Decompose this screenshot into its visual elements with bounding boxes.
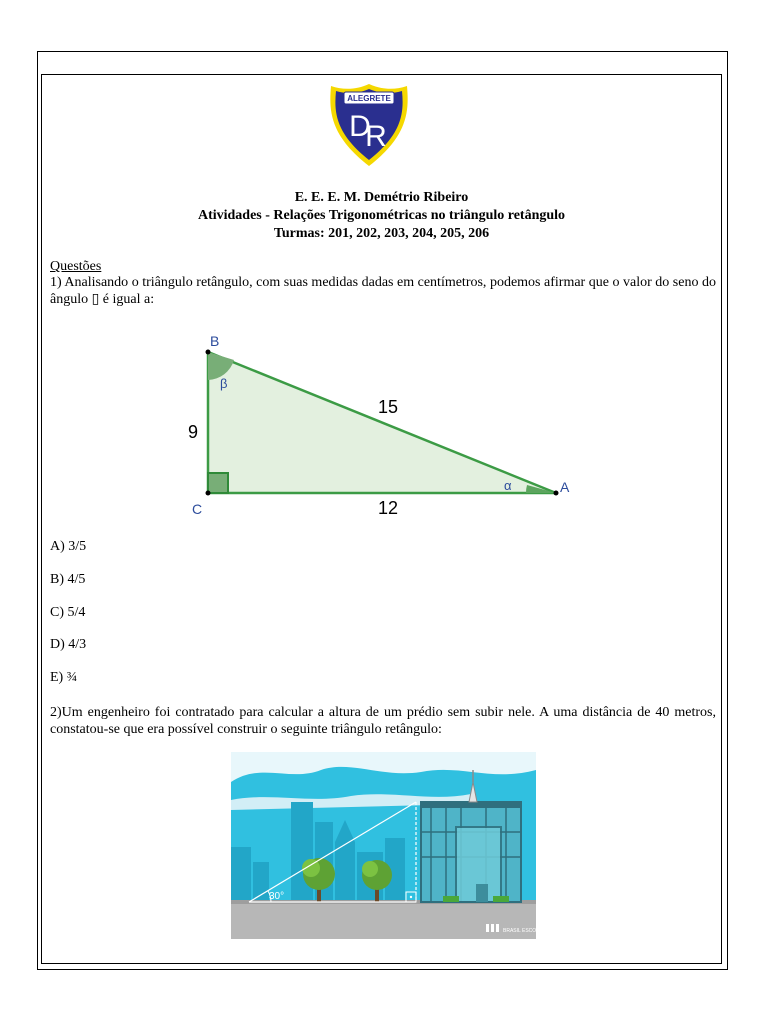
logo-banner-text: ALEGRETE — [347, 94, 391, 103]
scene-watermark: BRASIL ESCOLA — [503, 928, 543, 934]
section-title: Questões — [50, 259, 102, 274]
side-ba-label: 15 — [378, 397, 399, 417]
building-scene-illustration — [231, 752, 543, 939]
vertex-c-label: C — [192, 501, 203, 517]
angle-30-label: 30° — [269, 891, 285, 902]
angle-beta-label: β — [220, 376, 228, 391]
vertex-b-label: B — [210, 333, 220, 349]
answer-option: E) ¾ — [50, 670, 78, 685]
school-name: E. E. E. M. Demétrio Ribeiro — [294, 190, 469, 205]
vertex-a-label: A — [560, 479, 570, 495]
answer-option: A) 3/5 — [50, 539, 87, 554]
logo-letter-r: R — [365, 120, 387, 153]
side-bc-label: 9 — [188, 422, 199, 442]
triangle-shape — [208, 352, 556, 493]
right-angle-marker — [208, 473, 228, 493]
question-2-text: 2)Um engenheiro foi contratado para calcular a altura de um prédio sem subir nele. A uma distância de 40 metros, constatou-se que era possível construir o seguinte triângulo retângulo: — [50, 705, 716, 737]
school-shield-logo — [327, 80, 411, 170]
side-ca-label: 12 — [378, 498, 399, 518]
classes-line: Turmas: 201, 202, 203, 204, 205, 206 — [273, 226, 490, 241]
logo-letter-d: D — [349, 110, 371, 143]
answer-option: C) 5/4 — [50, 605, 86, 620]
activity-title: Atividades - Relações Trigonométricas no triângulo retângulo — [197, 208, 566, 223]
answer-option: B) 4/5 — [50, 572, 86, 587]
question-1-text: 1) Analisando o triângulo retângulo, com suas medidas dadas em centímetros, podemos afirmar que o valor do seno do ângulo ▯ é igual a: — [50, 275, 716, 307]
angle-alpha-label: α — [504, 478, 512, 493]
answer-option: D) 4/3 — [50, 637, 87, 652]
right-triangle-figure — [180, 332, 580, 522]
